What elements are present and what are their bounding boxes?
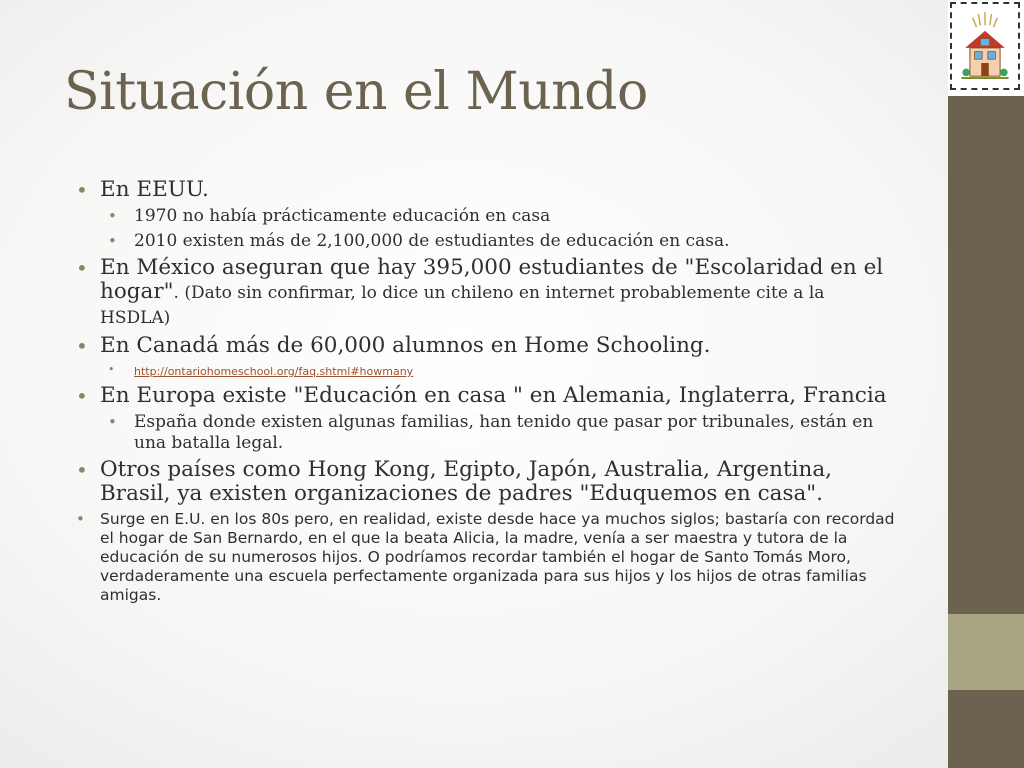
bullet-mexico-main: En México aseguran que hay 395,000 estudiantes de "Escolaridad en el hogar"	[100, 255, 884, 304]
bullet-surge: • Surge en E.U. en los 80s pero, en realidad, existe desde hace ya muchos siglos; bastaría con recordad el hogar de San Bernardo, en el que la beata Alicia, la madre, venía a ser maestra y tutora de la educación de su numerosos hijos. O podríamos recordar también el hogar de Santo Tomás Moro, verdaderamente una escuela perfectamente organizada para sus hijos y los hijos de otras familias amigas.	[76, 510, 896, 605]
bullet-canada: • En Canadá más de 60,000 alumnos en Home Schooling.	[76, 334, 896, 358]
bullet-eeuu: • En EEUU.	[76, 178, 896, 202]
ontario-homeschool-link[interactable]: http://ontariohomeschool.org/faq.shtml#howmany	[134, 365, 414, 378]
sub-bullet-link	[106, 362, 896, 380]
side-bar-dark-upper	[948, 96, 1024, 614]
bullet-europa: • En Europa existe "Educación en casa " en Alemania, Inglaterra, Francia	[76, 384, 896, 408]
side-bar-light	[948, 614, 1024, 690]
bullet-mexico-note: . (Dato sin confirmar, lo dice un chileno en internet probablemente cite a la HSDLA)	[100, 283, 825, 328]
schoolhouse-logo-icon	[950, 2, 1020, 90]
slide-title: Situación en el Mundo	[64, 62, 648, 122]
sub-bullet-1970: • 1970 no había prácticamente educación en casa	[106, 206, 896, 227]
bullet-list	[76, 178, 896, 605]
sub-bullet-espana: • España donde existen algunas familias, han tenido que pasar por tribunales, están en una batalla legal.	[106, 412, 896, 454]
slide-content	[76, 178, 896, 609]
decorative-side-bar	[948, 0, 1024, 768]
side-bar-dark-lower	[948, 690, 1024, 768]
bullet-otros-paises: • Otros países como Hong Kong, Egipto, Japón, Australia, Argentina, Brasil, ya existen organizaciones de padres "Eduquemos en casa".	[76, 458, 896, 506]
sub-bullet-2010: • 2010 existen más de 2,100,000 de estudiantes de educación en casa.	[106, 231, 896, 252]
bullet-mexico	[76, 256, 896, 330]
